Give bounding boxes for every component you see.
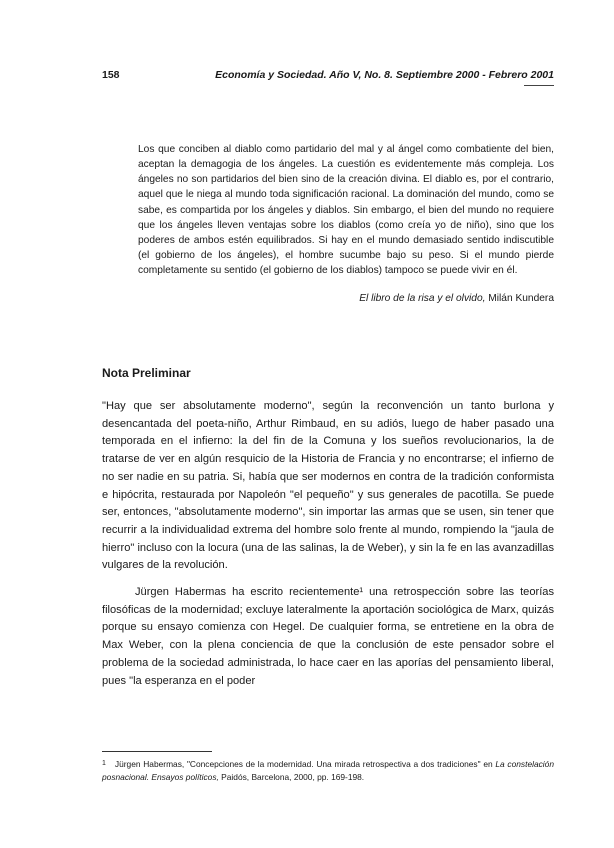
page-number: 158 <box>102 69 120 81</box>
body-paragraph-2: Jürgen Habermas ha escrito recientemente¹ una retrospección sobre las teorías filosóficas de la modernidad; excluye lateralmente la aportación sociológica de Marx, quizás porque su ensayo comienza con Hegel. De cualquier forma, se entretiene en la obra de Max Weber, con la plena conciencia de que la conclusión de este pensador sobre el problema de la sociedad administrada, lo hace caer en las aporías del pensamiento liberal, pues "la esperanza en el poder <box>102 586 554 687</box>
footnote-book-title: La constelación posnacional. Ensayos políticos, <box>102 759 554 782</box>
footnote-marker: 1 <box>102 760 106 767</box>
epigraph-attribution <box>359 293 554 304</box>
epigraph-author: Milán Kundera <box>485 293 554 304</box>
section-title: Nota Preliminar <box>102 366 191 380</box>
running-head: Economía y Sociedad. Año V, No. 8. Septiembre 2000 - Febrero 2001 <box>215 69 554 81</box>
body-paragraph-1: "Hay que ser absolutamente moderno", según la reconvención un tanto burlona y desencantada del poeta-niño, Arthur Rimbaud, en su adiós, luego de haber pasado una temporada en el infierno: la del fin de la Comuna y los sueños revolucionarios, la de tratarse de ver en algún resquicio de la Historia de Francia y no encontrarse; el infierno de no ser nadie en su patria. Si, había que ser modernos en contra de la tradición conformista e hipócrita, restaurada por Napoleón "el pequeño" y sus generales de pacotilla. Se puede ser, entonces, "absolutamente moderno", sin importar las armas que se usen, sin tener que recurrir a la individualidad extrema del hombre solo frente al mundo, rompiendo la "jaula de hierro" incluso con la locura (una de las salinas, la de Weber), y sin la fe en las avanzadillas vulgares de la revolución. <box>102 400 554 572</box>
header-rule <box>524 85 554 86</box>
footnote-rule <box>102 751 212 752</box>
epigraph-work-title: El libro de la risa y el olvido, <box>359 293 486 304</box>
footnote-text: Jürgen Habermas, "Concepciones de la modernidad. Una mirada retrospectiva a dos tradiciones" en <box>114 759 496 769</box>
footnote-publisher: Paidós, Barcelona, 2000, pp. 169-198. <box>218 771 365 782</box>
page-header <box>102 69 554 83</box>
footnote <box>102 758 554 783</box>
epigraph-quote: Los que conciben al diablo como partidario del mal y al ángel como combatiente del bien, aceptan la demagogia de los ángeles. La cuestión es evidentemente más compleja. Los ángeles no son partidarios del bien sino de la creación divina. El diablo es, por el contrario, aquel que le niega al mundo toda significación racional. La dominación del mundo, como se sabe, es compartida por los ángeles y diablos. Sin embargo, el bien del mundo no requiere que los ángeles lleven ventajas sobre los diablos (como creía yo de niño), sino que los poderes de ambos estén equilibrados. Si hay en el mundo demasiado sentido indiscutible (el gobierno de los ángeles), el hombre sucumbe bajo su peso. Si el mundo pierde completamente su sentido (el gobierno de los diablos) tampoco se puede vivir en él. <box>138 144 554 277</box>
